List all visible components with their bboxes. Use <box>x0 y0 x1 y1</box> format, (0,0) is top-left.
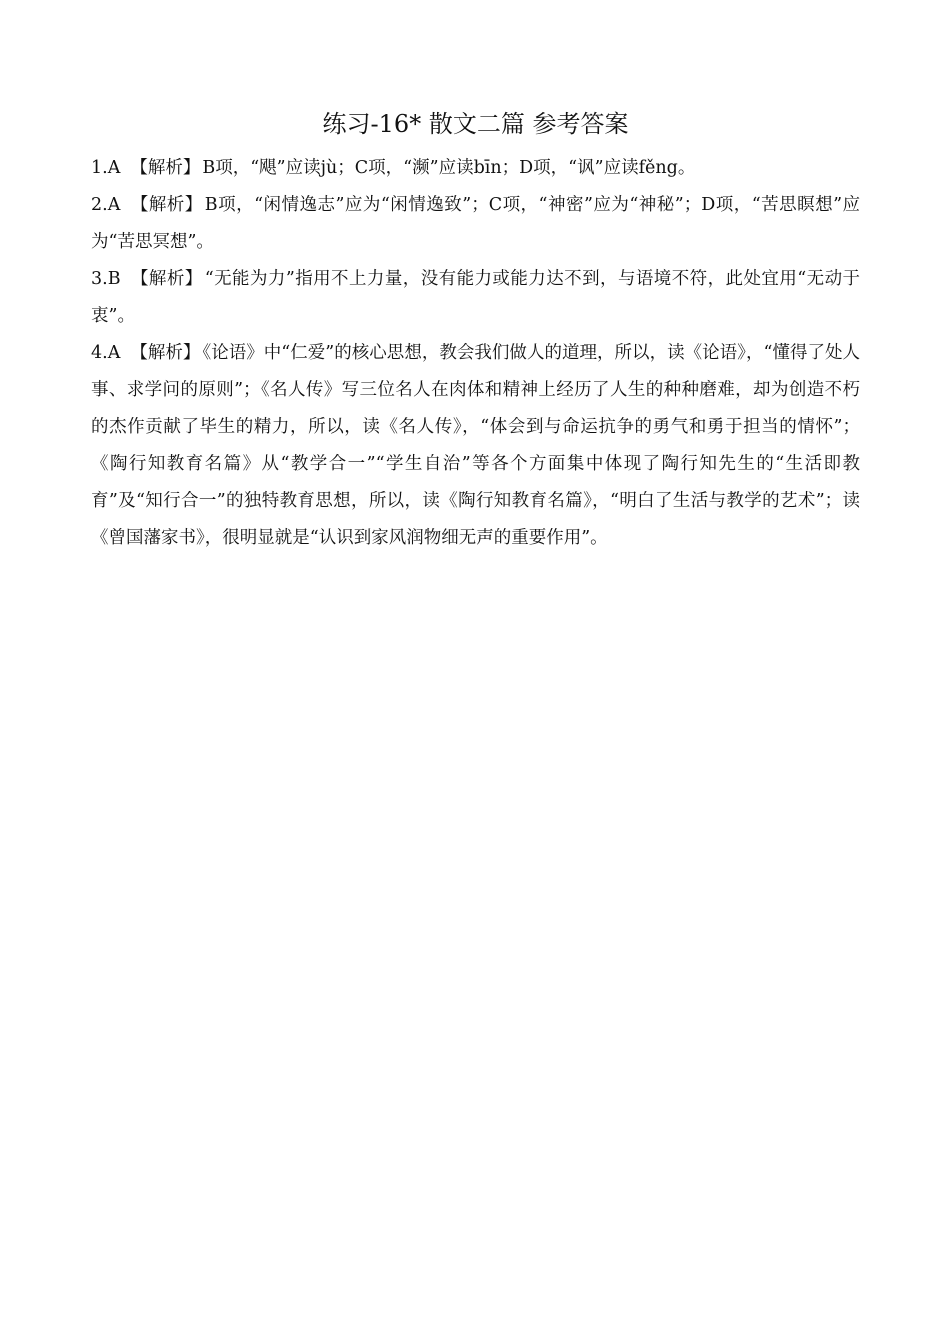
answer-item-2 <box>91 187 860 261</box>
analysis-tag: 【解析】 <box>130 269 203 289</box>
analysis-tag: 【解析】 <box>130 343 201 363</box>
answer-number: 3.B <box>91 269 121 289</box>
answer-text: B项，“飓”应读jù；C项，“濒”应读bīn；D项，“讽”应读fěng。 <box>202 158 696 178</box>
answer-item-4 <box>91 335 860 557</box>
answer-text: B项，“闲情逸志”应为“闲情逸致”；C项，“神密”应为“神秘”；D项，“苦思瞑想”应为“苦思冥想”。 <box>91 195 861 252</box>
analysis-tag: 【解析】 <box>130 158 201 178</box>
analysis-tag: 【解析】 <box>130 195 203 215</box>
answer-item-1 <box>91 150 860 187</box>
answer-text: “无能为力”指用不上力量，没有能力或能力达不到，与语境不符，此处宜用“无动于衷”。 <box>91 269 860 326</box>
answer-item-3 <box>91 261 860 335</box>
page-title: 练习-16* 散文二篇 参考答案 <box>322 110 629 138</box>
answer-text: 《论语》中“仁爱”的核心思想，教会我们做人的道理，所以，读《论语》，“懂得了处人事、求学问的原则”；《名人传》写三位名人在肉体和精神上经历了人生的种种磨难，却为创造不朽的杰作贡献了毕生的精力，所以，读《名人传》，“体会到与命运抗争的勇气和勇于担当的情怀”；《陶行知教育名篇》从“教学合一”“学生自治”等各个方面集中体现了陶行知先生的“生活即教育”及“知行合一”的独特教育思想，所以，读《陶行知教育名篇》，“明白了生活与教学的艺术”；读《曾国藩家书》，很明显就是“认识到家风润物细无声的重要作用”。 <box>91 343 860 548</box>
answer-number: 2.A <box>91 195 121 215</box>
answer-number: 1.A <box>91 158 121 178</box>
answer-number: 4.A <box>91 343 121 363</box>
